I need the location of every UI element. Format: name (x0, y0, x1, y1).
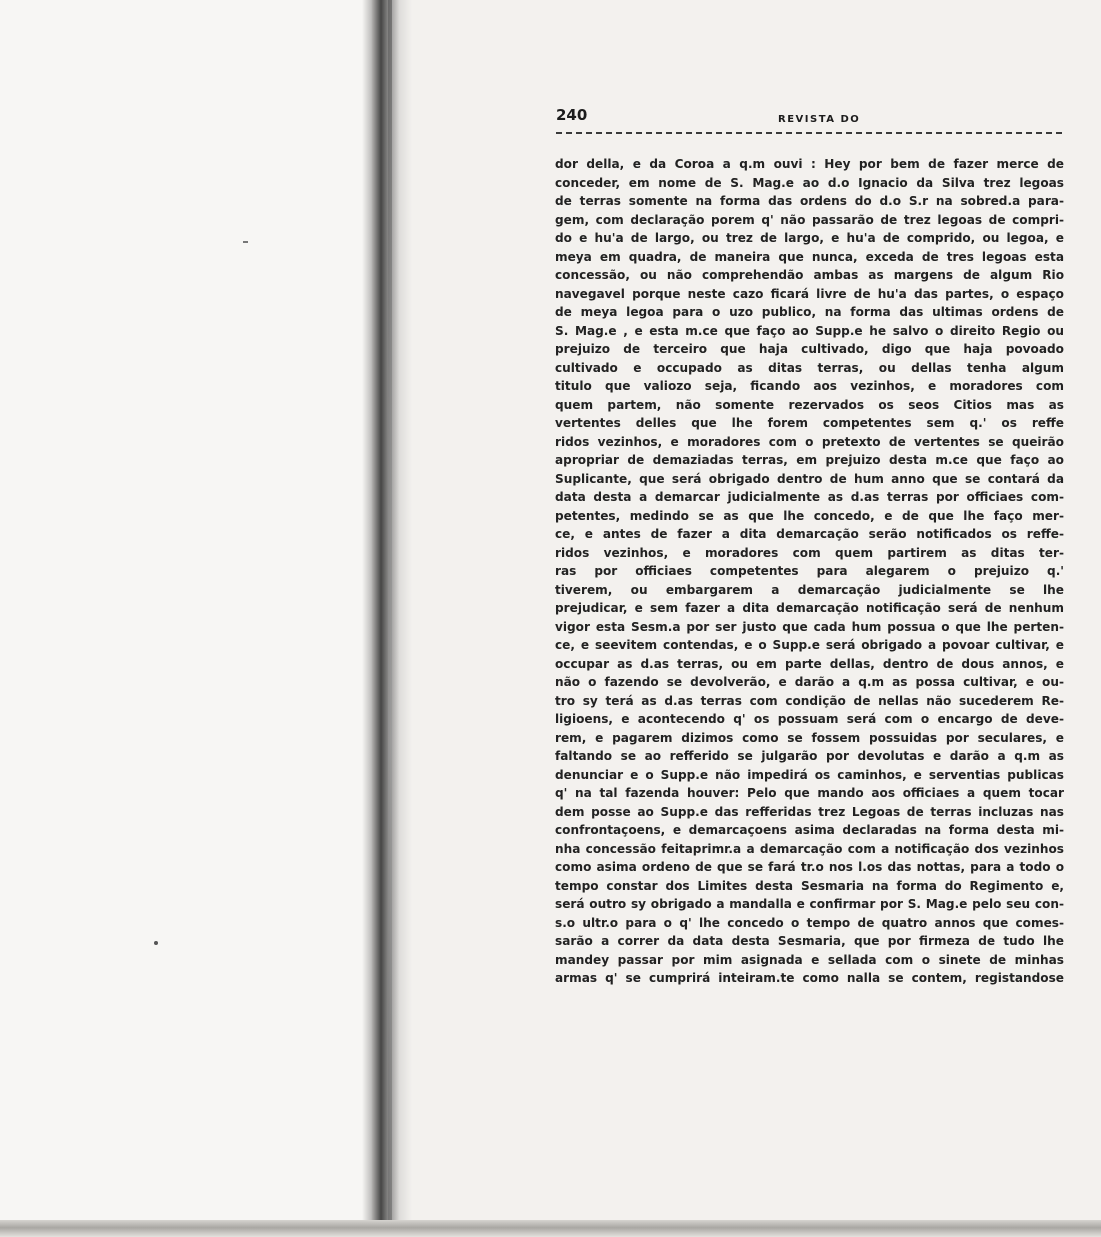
text-line: navegavel porque neste cazo ficará livre de hu'a das partes, o espaço (555, 286, 1064, 301)
text-line: não o fazendo se devolverão, e darão a q.m as possa cultivar, e ou- (555, 675, 1064, 689)
text-line: ridos vezinhos, e moradores com o pretexto de vertentes se queirão (555, 434, 1064, 449)
text-line: dem posse ao Supp.e das refferidas trez Legoas de terras incluzas nas (555, 804, 1064, 819)
text-line: cultivado e occupado as ditas terras, ou dellas tenha algum (555, 360, 1064, 375)
text-line: será outro sy obrigado a mandalla e confirmar por S. Mag.e pelo seu con- (555, 897, 1064, 911)
text-line: tempo constar dos Limites desta Sesmaria na forma do Regimento e, (555, 878, 1064, 893)
text-line: tro sy terá as d.as terras com condição de nellas não sucederem Re- (555, 693, 1064, 708)
text-line: denunciar e o Supp.e não impedirá os caminhos, e serventias publicas (555, 767, 1064, 782)
page-number: 240 (556, 106, 588, 124)
text-line: prejuizo de terceiro que haja cultivado, digo que haja povoado (555, 342, 1064, 356)
text-line: vertentes delles que lhe forem competentes sem q.' os reffe (555, 416, 1064, 430)
text-line: ligioens, e acontecendo q' os possuam será com o encargo de deve- (555, 712, 1064, 726)
text-line: sarão a correr da data desta Sesmaria, que por firmeza de tudo lhe (555, 934, 1064, 948)
running-head: REVISTA DO (778, 114, 861, 125)
text-line: armas q' se cumprirá inteiram.te como nalla se contem, registandose (555, 971, 1064, 985)
text-line: gem, com declaração porem q' não passarão de trez legoas de compri- (555, 212, 1064, 227)
text-line: prejudicar, e sem fazer a dita demarcação notificação será de nenhum (555, 601, 1064, 615)
text-line: mandey passar por mim asignada e sellada com o sinete de minhas (555, 952, 1064, 967)
text-line: ce, e antes de fazer a dita demarcação serão notificados os reffe- (555, 527, 1064, 541)
paper-speck (243, 241, 248, 243)
text-line: dor della, e da Coroa a q.m ouvi : Hey por bem de fazer merce de (555, 157, 1064, 171)
text-line: ras por officiaes competentes para alegarem o prejuizo q.' (555, 564, 1064, 578)
text-line: nha concessão feitaprimr.a a demarcação com a notificação dos vezinhos (555, 841, 1064, 856)
text-line: titulo que valiozo seja, ficando aos vezinhos, e moradores com (555, 379, 1064, 393)
text-line: data desta a demarcar judicialmente as d.as terras por officiaes com- (555, 490, 1064, 504)
text-line: do e hu'a de largo, ou trez de largo, e hu'a de comprido, ou legoa, e (555, 231, 1064, 245)
text-line: confrontaçoens, e demarcaçoens asima declaradas na forma desta mi- (555, 823, 1064, 837)
paper-speck-dot (154, 941, 158, 945)
text-line: de terras somente na forma das ordens do d.o S.r na sobred.a para- (555, 194, 1064, 208)
page-bottom-edge (0, 1220, 1101, 1237)
text-line: Suplicante, que será obrigado dentro de hum anno que se contará da (555, 471, 1064, 486)
text-line: conceder, em nome de S. Mag.e ao d.o Ignacio da Silva trez legoas (555, 175, 1064, 190)
text-line: petentes, medindo se as que lhe concedo, e de que lhe faço mer- (555, 508, 1064, 523)
text-line: de meya legoa para o uzo publico, na forma das ultimas ordens de (555, 305, 1064, 319)
text-line: rem, e pagarem dizimos como se fossem possuidas por seculares, e (555, 730, 1064, 745)
page-header (556, 106, 1062, 134)
text-line: ce, e seevitem contendas, e o Supp.e será obrigado a povoar cultivar, e (555, 638, 1064, 652)
text-line: como asima ordeno de que se fará tr.o nos l.os das nottas, para a todo o (555, 860, 1064, 874)
text-line: faltando se ao refferido se julgarão por devolutas e darão a q.m as (555, 749, 1064, 763)
text-line: vigor esta Sesm.a por ser justo que cada hum possua o que lhe perten- (555, 619, 1064, 634)
left-page-blank (0, 0, 372, 1237)
text-line: ridos vezinhos, e moradores com quem partirem as ditas ter- (555, 545, 1064, 560)
book-spine-line (388, 0, 392, 1237)
text-line: apropriar de demaziadas terras, em prejuizo desta m.ce que faço ao (555, 453, 1064, 467)
text-line: concessão, ou não comprehendão ambas as margens de algum Rio (555, 268, 1064, 282)
text-line: S. Mag.e , e esta m.ce que faço ao Supp.e he salvo o direito Regio ou (555, 323, 1064, 338)
text-line: meya em quadra, de maneira que nunca, exceda de tres legoas esta (555, 249, 1064, 264)
text-line: quem partem, não somente rezervados os seos Citios mas as (555, 397, 1064, 412)
text-line: s.o ultr.o para o q' lhe concedo o tempo de quatro annos que comes- (555, 915, 1064, 930)
text-line: occupar as d.as terras, ou em parte dellas, dentro de dous annos, e (555, 656, 1064, 671)
body-text (555, 155, 1064, 988)
book-gutter-shadow (362, 0, 412, 1237)
text-line: q' na tal fazenda houver: Pelo que mando aos officiaes a quem tocar (555, 786, 1064, 800)
text-line: tiverem, ou embargarem a demarcação judicialmente se lhe (555, 582, 1064, 597)
